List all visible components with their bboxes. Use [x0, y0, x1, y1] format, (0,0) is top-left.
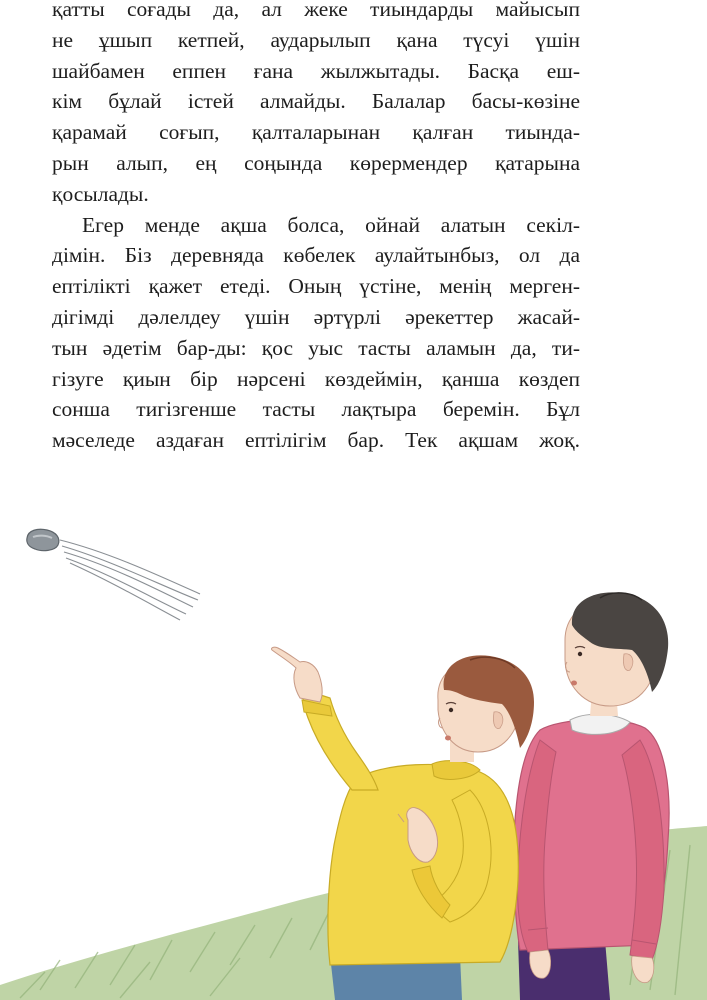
text-line: дімін. Біз деревняда көбелек аулайтынбыз, ол да [52, 243, 580, 268]
stone-icon [27, 529, 59, 550]
text-line: гізуге қиын бір нәрсені көздеймін, қанша көздеп [52, 366, 580, 391]
text-line: ептілікті қажет етеді. Оның үстіне, менің мерген- [52, 274, 580, 299]
text-line: қатты соғады да, ал жеке тиындарды майысып [52, 0, 580, 21]
text-line: Егер менде ақша болса, ойнай алатын секіл- [82, 212, 580, 237]
text-line: дігімді дәлелдеу үшін әртүрлі әрекеттер жасай- [52, 304, 580, 329]
text-line: не ұшып кетпей, аударылып қана түсуі үшін [52, 27, 580, 52]
text-line: сонша тигізгенше тасты лақтыра беремін. Бұл [52, 397, 580, 422]
text-line: тын әдетім бар-ды: қос уыс тасты аламын да, ти- [52, 335, 580, 360]
text-line: мәселеде аздаған ептілігім бар. Тек ақшам жоқ. [52, 428, 580, 453]
text-line: кім бұлай істей алмайды. Балалар басы-көзіне [52, 89, 580, 114]
text-line: қосылады. [52, 181, 149, 206]
text-line: рын алып, ең соңында көрермендер қатарына [52, 150, 580, 175]
text-line: шайбамен еппен ғана жылжытады. Басқа еш- [52, 58, 580, 83]
text-line: қарамай соғып, қалталарынан қалған тиында- [52, 120, 580, 145]
motion-lines [60, 540, 200, 620]
boy-pink-sweater [514, 592, 669, 1000]
